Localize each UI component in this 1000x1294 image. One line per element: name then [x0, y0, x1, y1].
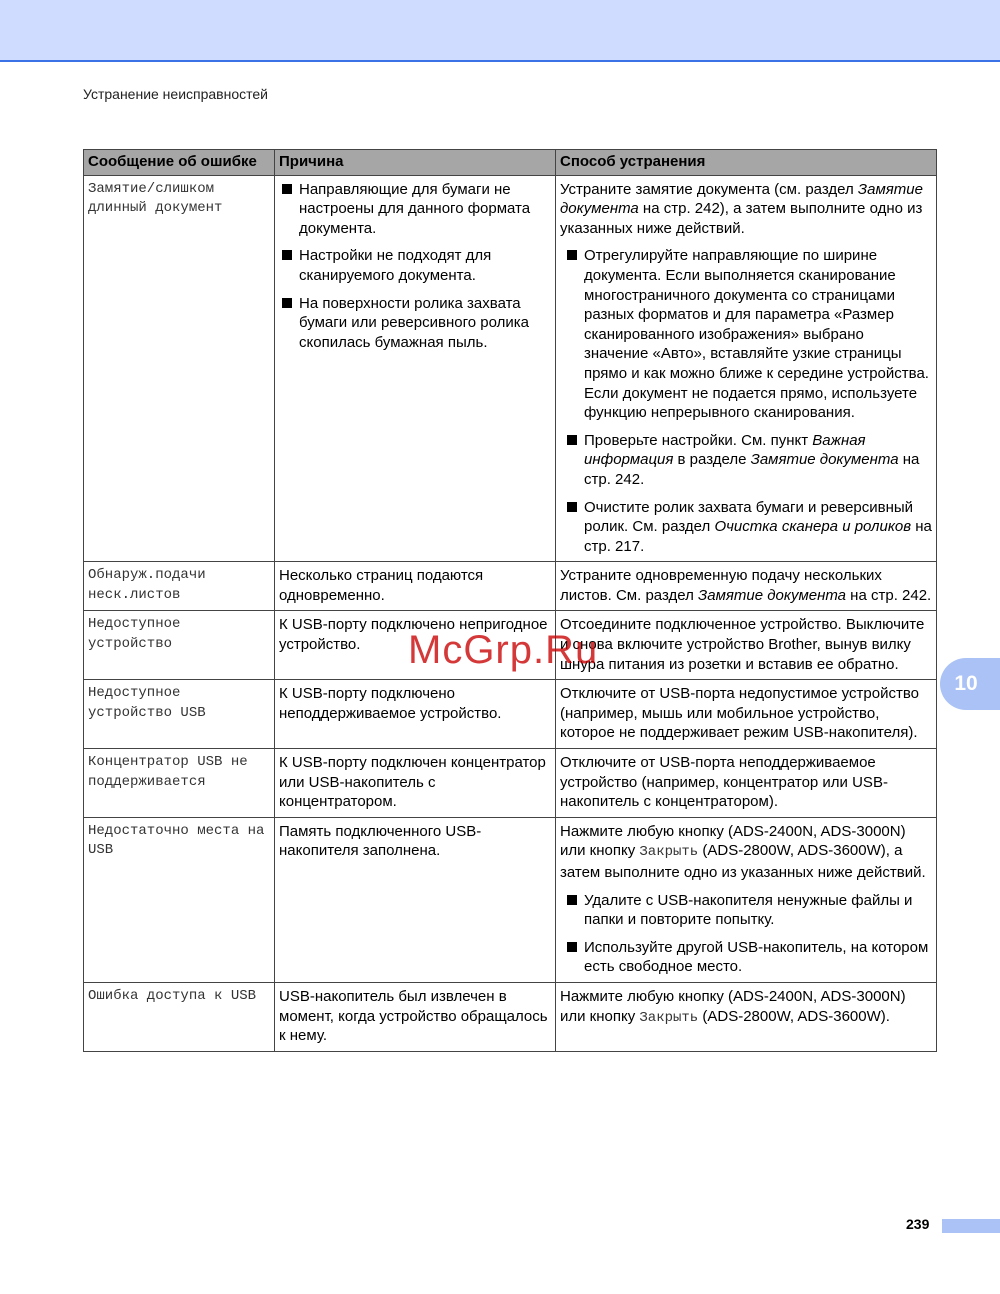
- solution-bullets: [560, 891, 932, 977]
- solution-cell: [556, 749, 937, 818]
- column-header-message: Сообщение об ошибке: [84, 150, 275, 176]
- text-segment: Отключите от USB-порта неподдерживаемое устройство (например, концентратор или USB-накопитель с концентратором).: [560, 754, 888, 811]
- text-segment: Нажмите любую кнопку (ADS-2400N, ADS-3000N) или кнопку: [560, 822, 906, 860]
- solution-bullets: [560, 246, 932, 556]
- bullet-square-icon: [567, 942, 577, 952]
- table-header-row: [84, 150, 937, 176]
- error-message-cell: Недоступное устройство USB: [84, 680, 275, 749]
- header-band: [0, 0, 1000, 62]
- text-segment: Нажмите любую кнопку (ADS-2400N, ADS-3000N) или кнопку: [560, 987, 906, 1025]
- solution-bullet: [564, 891, 932, 930]
- table-row: [84, 680, 937, 749]
- text-segment: Проверьте настройки. См. пункт: [584, 431, 813, 449]
- solution-bullet: [564, 431, 932, 490]
- text-segment: Отрегулируйте направляющие по ширине документа. Если выполняется сканирование многостраничного документа со страницами разных форматов и для параметра «Размер сканированного изображения» выбрано значение «Авто», вставляйте узкие страницы прямо и как можно ближе к середине устройства. Если документ не подается прямо, используете функцию непрерывного сканирования.: [584, 247, 929, 422]
- cross-reference: Замятие документа: [698, 586, 847, 604]
- solution-text: [560, 822, 932, 883]
- solution-text: [560, 615, 932, 674]
- cause-bullet: Направляющие для бумаги не настроены для данного формата документа.: [279, 180, 551, 239]
- chapter-tab: 10: [940, 658, 1000, 710]
- table-row: [84, 175, 937, 562]
- solution-cell: [556, 175, 937, 562]
- cause-cell: [275, 175, 556, 562]
- bullet-square-icon: [567, 435, 577, 445]
- error-message-cell: Недоступное устройство: [84, 611, 275, 680]
- cross-reference: Очистка сканера и роликов: [714, 518, 912, 536]
- page-number: 239: [906, 1216, 930, 1232]
- text-segment: (ADS-2800W, ADS-3600W).: [698, 1007, 890, 1025]
- cross-reference: Замятие документа: [750, 451, 899, 469]
- page-number-bar: [942, 1219, 1000, 1233]
- running-head: Устранение неисправностей: [83, 86, 268, 102]
- column-header-solution: Способ устранения: [556, 150, 937, 176]
- text-segment: Отключите от USB-порта недопустимое устройство (например, мышь или мобильное устройство, которое не поддерживает режим USB-накопителя).: [560, 685, 919, 742]
- solution-cell: [556, 611, 937, 680]
- text-segment: Устраните одновременную подачу нескольких листов. См. раздел: [560, 567, 882, 604]
- cause-cell: К USB-порту подключен концентратор или USB-накопитель с концентратором.: [275, 749, 556, 818]
- solution-text: [560, 987, 932, 1028]
- solution-text: [560, 180, 932, 239]
- text-segment: на стр. 242.: [846, 586, 932, 604]
- text-segment: Удалите с USB-накопителя ненужные файлы и папки и повторите попытку.: [584, 891, 913, 929]
- bullet-square-icon: [567, 895, 577, 905]
- watermark: McGrp.Ru: [408, 628, 599, 672]
- cross-reference: Важная информация: [584, 431, 866, 469]
- error-message-cell: Концентратор USB не поддерживается: [84, 749, 275, 818]
- cause-bullet: На поверхности ролика захвата бумаги или реверсивного ролика скопилась бумажная пыль.: [279, 294, 551, 353]
- error-table: [83, 149, 937, 1052]
- solution-cell: [556, 562, 937, 611]
- solution-cell: [556, 817, 937, 982]
- button-label-ref: Закрыть: [639, 844, 699, 861]
- text-segment: (ADS-2800W, ADS-3600W), а затем выполните одно из указанных ниже действий.: [560, 842, 926, 881]
- solution-cell: [556, 982, 937, 1051]
- bullet-square-icon: [567, 502, 577, 512]
- text-segment: Используйте другой USB-накопитель, на котором есть свободное место.: [584, 938, 929, 976]
- bullet-square-icon: [567, 250, 577, 260]
- solution-bullet: [564, 246, 932, 422]
- cross-reference: Замятие документа: [560, 180, 923, 218]
- bullet-square-icon: [282, 184, 292, 194]
- solution-text: [560, 753, 932, 812]
- text-segment: Очистите ролик захвата бумаги и реверсивный ролик. См. раздел: [584, 498, 914, 536]
- text-segment: на стр. 242), а затем выполните одно из указанных ниже действий.: [560, 200, 923, 237]
- bullet-square-icon: [282, 298, 292, 308]
- solution-bullet: [564, 938, 932, 977]
- column-header-cause: Причина: [275, 150, 556, 176]
- table-row: [84, 982, 937, 1051]
- table-row: [84, 817, 937, 982]
- text-segment: на стр. 217.: [584, 518, 932, 555]
- text-segment: Устраните замятие документа (см. раздел: [560, 180, 858, 198]
- solution-cell: [556, 680, 937, 749]
- table-row: [84, 749, 937, 818]
- button-label-ref: Закрыть: [639, 1009, 699, 1026]
- error-message-cell: Недостаточно места на USB: [84, 817, 275, 982]
- bullet-square-icon: [282, 250, 292, 260]
- cause-bullet: Настройки не подходят для сканируемого документа.: [279, 246, 551, 285]
- solution-bullet: [564, 498, 932, 557]
- solution-text: [560, 684, 932, 743]
- error-message-cell: Замятие/слишком длинный документ: [84, 175, 275, 562]
- text-segment: в разделе: [673, 451, 751, 469]
- text-segment: на стр. 242.: [584, 451, 920, 488]
- cause-cell: Несколько страниц подаются одновременно.: [275, 562, 556, 611]
- cause-cell: К USB-порту подключено непригодное устройство.: [275, 611, 556, 680]
- solution-text: [560, 566, 932, 605]
- cause-cell: Память подключенного USB-накопителя заполнена.: [275, 817, 556, 982]
- error-message-cell: Ошибка доступа к USB: [84, 982, 275, 1051]
- text-segment: Отсоедините подключенное устройство. Выключите и снова включите устройство Brother, вынув вилку шнура питания из розетки и вставив ее обратно.: [560, 616, 925, 673]
- error-message-cell: Обнаруж.подачи неск.листов: [84, 562, 275, 611]
- table-row: [84, 562, 937, 611]
- cause-cell: К USB-порту подключено неподдерживаемое устройство.: [275, 680, 556, 749]
- cause-cell: USB-накопитель был извлечен в момент, когда устройство обращалось к нему.: [275, 982, 556, 1051]
